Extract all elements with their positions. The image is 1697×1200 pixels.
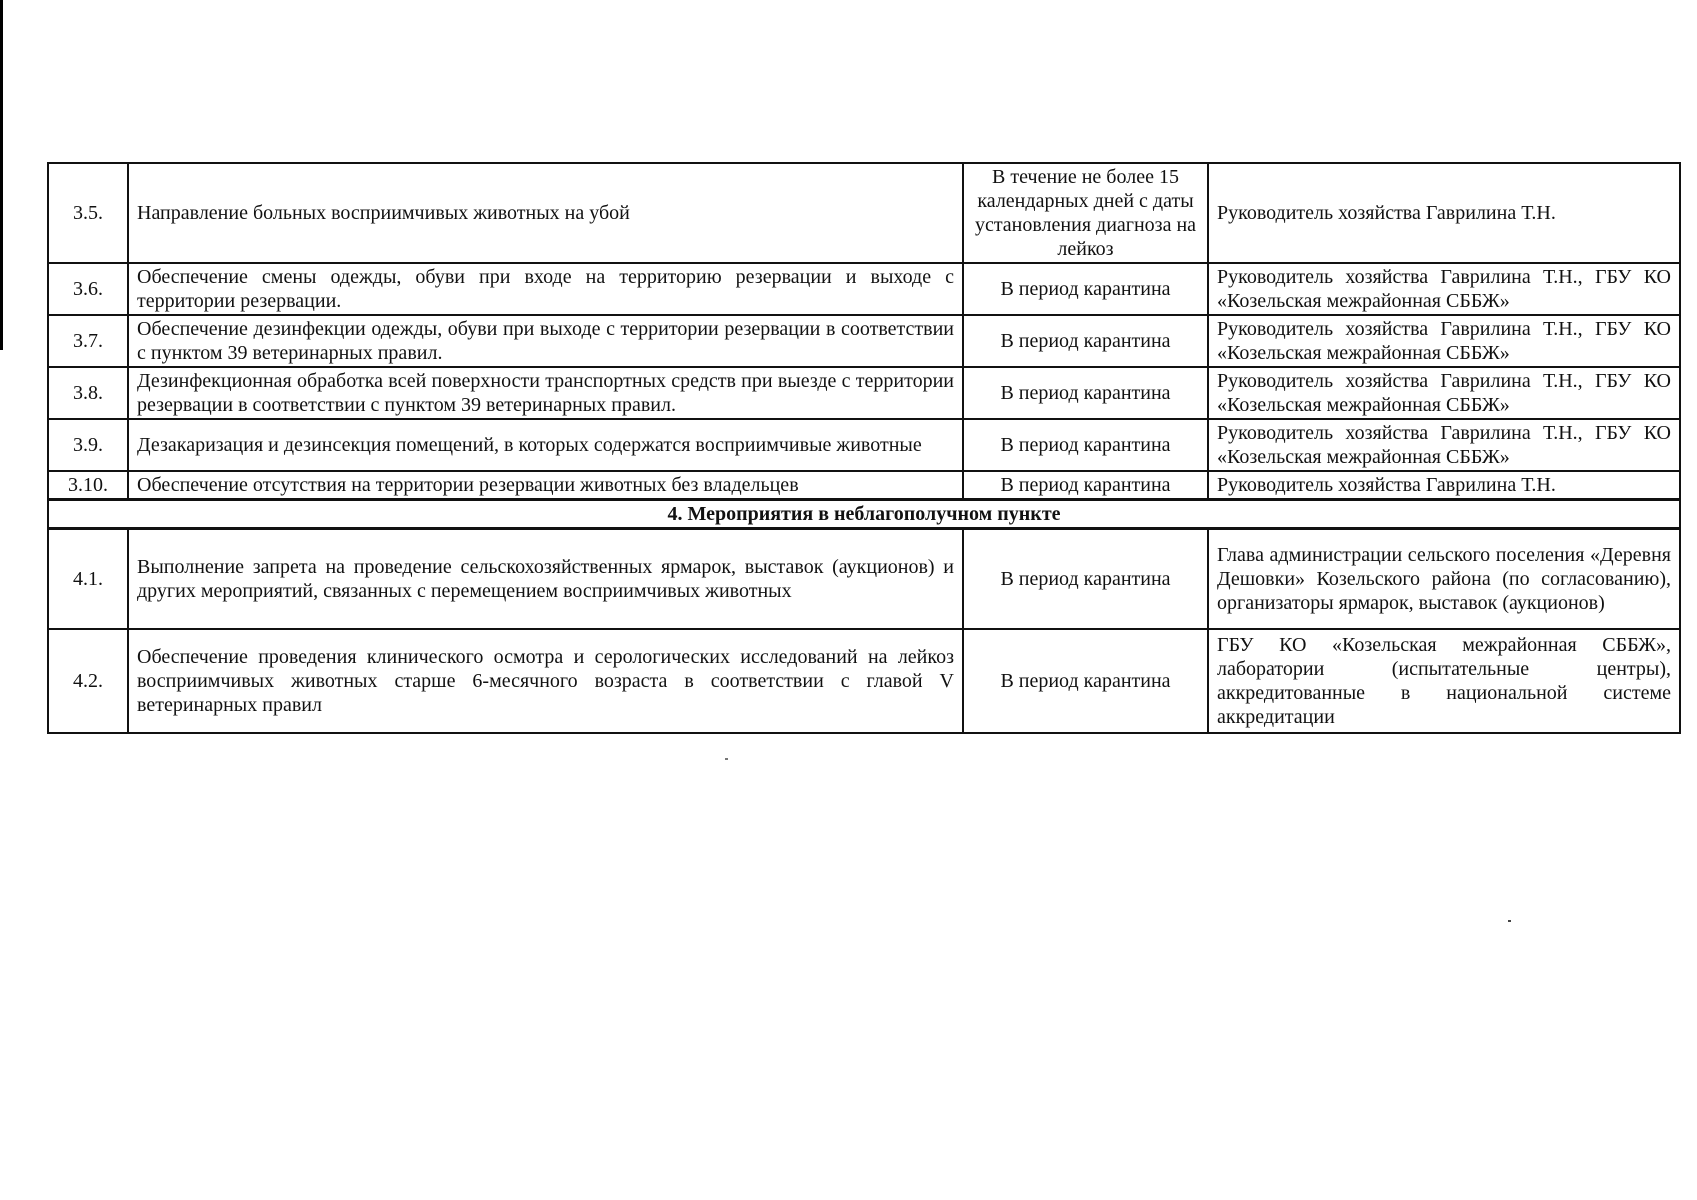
row-number: 4.2.: [48, 629, 128, 733]
row-number: 3.8.: [48, 367, 128, 419]
measures-table-container: [47, 162, 1679, 734]
action-cell: Выполнение запрета на проведение сельскохозяйственных ярмарок, выставок (аукционов) и других мероприятий, связанных с перемещением восприимчивых животных: [128, 529, 963, 629]
responsible-cell: Руководитель хозяйства Гаврилина Т.Н., ГБУ КО «Козельская межрайонная СББЖ»: [1208, 263, 1680, 315]
table-row: [48, 263, 1680, 315]
responsible-cell: ГБУ КО «Козельская межрайонная СББЖ», лаборатории (испытательные центры), аккредитованные в национальной системе аккредитации: [1208, 629, 1680, 733]
table-row: [48, 315, 1680, 367]
responsible-cell: Руководитель хозяйства Гаврилина Т.Н.: [1208, 471, 1680, 500]
action-cell: Обеспечение смены одежды, обуви при входе на территорию резервации и выходе с территории резервации.: [128, 263, 963, 315]
deadline-cell: В период карантина: [963, 629, 1208, 733]
responsible-cell: Руководитель хозяйства Гаврилина Т.Н.: [1208, 163, 1680, 263]
table-row: [48, 529, 1680, 629]
action-cell: Дезакаризация и дезинсекция помещений, в которых содержатся восприимчивые животные: [128, 419, 963, 471]
scan-speck: [725, 758, 728, 760]
action-cell: Обеспечение проведения клинического осмотра и серологических исследований на лейкоз восприимчивых животных старше 6-месячного возраста в соответствии с главой V ветеринарных правил: [128, 629, 963, 733]
responsible-cell: Руководитель хозяйства Гаврилина Т.Н., ГБУ КО «Козельская межрайонная СББЖ»: [1208, 315, 1680, 367]
deadline-cell: В период карантина: [963, 529, 1208, 629]
row-number: 4.1.: [48, 529, 128, 629]
table-row: [48, 629, 1680, 733]
section-title: 4. Мероприятия в неблагополучном пункте: [48, 500, 1680, 529]
deadline-cell: В период карантина: [963, 315, 1208, 367]
scan-speck: [1508, 920, 1511, 922]
table-row: [48, 471, 1680, 500]
section-header-row: [48, 500, 1680, 529]
action-cell: Дезинфекционная обработка всей поверхности транспортных средств при выезде с территории резервации в соответствии с пунктом 39 ветеринарных правил.: [128, 367, 963, 419]
row-number: 3.5.: [48, 163, 128, 263]
row-number: 3.9.: [48, 419, 128, 471]
responsible-cell: Руководитель хозяйства Гаврилина Т.Н., ГБУ КО «Козельская межрайонная СББЖ»: [1208, 367, 1680, 419]
row-number: 3.7.: [48, 315, 128, 367]
responsible-cell: Руководитель хозяйства Гаврилина Т.Н., ГБУ КО «Козельская межрайонная СББЖ»: [1208, 419, 1680, 471]
deadline-cell: В течение не более 15 календарных дней с даты установления диагноза на лейкоз: [963, 163, 1208, 263]
row-number: 3.6.: [48, 263, 128, 315]
row-number: 3.10.: [48, 471, 128, 500]
table-row: [48, 419, 1680, 471]
action-cell: Обеспечение отсутствия на территории резервации животных без владельцев: [128, 471, 963, 500]
deadline-cell: В период карантина: [963, 471, 1208, 500]
deadline-cell: В период карантина: [963, 419, 1208, 471]
measures-table: [47, 162, 1681, 734]
deadline-cell: В период карантина: [963, 263, 1208, 315]
table-row: [48, 367, 1680, 419]
responsible-cell: Глава администрации сельского поселения «Деревня Дешовки» Козельского района (по согласованию), организаторы ярмарок, выставок (аукционов): [1208, 529, 1680, 629]
deadline-cell: В период карантина: [963, 367, 1208, 419]
table-row: [48, 163, 1680, 263]
scan-edge-mark: [0, 0, 3, 350]
action-cell: Обеспечение дезинфекции одежды, обуви при выходе с территории резервации в соответствии с пунктом 39 ветеринарных правил.: [128, 315, 963, 367]
action-cell: Направление больных восприимчивых животных на убой: [128, 163, 963, 263]
